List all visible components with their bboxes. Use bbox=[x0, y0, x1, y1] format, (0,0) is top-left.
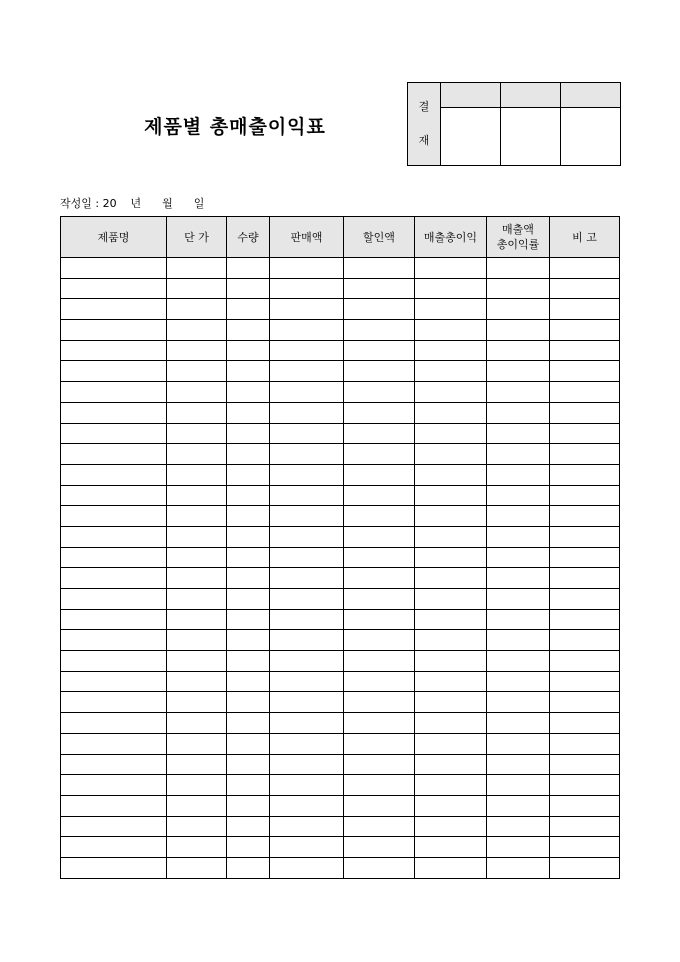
table-cell[interactable] bbox=[344, 299, 415, 320]
table-body bbox=[61, 258, 620, 879]
table-cell[interactable] bbox=[487, 485, 550, 506]
table-cell[interactable] bbox=[270, 589, 344, 610]
table-cell[interactable] bbox=[270, 795, 344, 816]
table-cell[interactable] bbox=[227, 568, 270, 589]
table-cell[interactable] bbox=[550, 733, 620, 754]
table-cell[interactable] bbox=[487, 278, 550, 299]
table-row bbox=[61, 837, 620, 858]
table-cell[interactable] bbox=[550, 630, 620, 651]
table-cell[interactable] bbox=[550, 423, 620, 444]
table-cell[interactable] bbox=[167, 754, 227, 775]
table-cell[interactable] bbox=[167, 733, 227, 754]
table-cell[interactable] bbox=[270, 671, 344, 692]
table-row bbox=[61, 382, 620, 403]
table-cell[interactable] bbox=[415, 506, 487, 527]
table-cell[interactable] bbox=[415, 444, 487, 465]
table-cell[interactable] bbox=[167, 589, 227, 610]
table-cell[interactable] bbox=[415, 754, 487, 775]
table-cell[interactable] bbox=[61, 692, 167, 713]
table-cell[interactable] bbox=[167, 382, 227, 403]
table-row bbox=[61, 671, 620, 692]
table-cell[interactable] bbox=[227, 692, 270, 713]
table-cell[interactable] bbox=[61, 464, 167, 485]
table-cell[interactable] bbox=[61, 382, 167, 403]
approval-sign-cell[interactable] bbox=[501, 108, 561, 166]
table-row bbox=[61, 423, 620, 444]
table-cell[interactable] bbox=[167, 506, 227, 527]
table-cell[interactable] bbox=[270, 299, 344, 320]
table-cell[interactable] bbox=[344, 402, 415, 423]
table-cell[interactable] bbox=[415, 651, 487, 672]
table-cell[interactable] bbox=[487, 775, 550, 796]
table-cell[interactable] bbox=[270, 630, 344, 651]
table-cell[interactable] bbox=[61, 754, 167, 775]
table-cell[interactable] bbox=[487, 692, 550, 713]
table-cell[interactable] bbox=[415, 713, 487, 734]
table-row bbox=[61, 795, 620, 816]
table-cell[interactable] bbox=[227, 837, 270, 858]
table-cell[interactable] bbox=[550, 402, 620, 423]
table-cell[interactable] bbox=[227, 258, 270, 279]
table-cell[interactable] bbox=[167, 713, 227, 734]
table-row bbox=[61, 857, 620, 878]
table-cell[interactable] bbox=[270, 320, 344, 341]
table-row bbox=[61, 278, 620, 299]
table-cell[interactable] bbox=[344, 775, 415, 796]
table-cell[interactable] bbox=[487, 795, 550, 816]
table-cell[interactable] bbox=[550, 547, 620, 568]
table-cell[interactable] bbox=[270, 857, 344, 878]
table-cell[interactable] bbox=[344, 444, 415, 465]
table-cell[interactable] bbox=[344, 795, 415, 816]
table-cell[interactable] bbox=[167, 340, 227, 361]
table-cell[interactable] bbox=[550, 464, 620, 485]
table-cell[interactable] bbox=[61, 651, 167, 672]
table-cell[interactable] bbox=[61, 278, 167, 299]
table-row bbox=[61, 361, 620, 382]
table-cell[interactable] bbox=[167, 547, 227, 568]
table-row bbox=[61, 340, 620, 361]
table-row bbox=[61, 464, 620, 485]
table-cell[interactable] bbox=[344, 485, 415, 506]
table-cell[interactable] bbox=[344, 692, 415, 713]
table-cell[interactable] bbox=[487, 816, 550, 837]
table-cell[interactable] bbox=[270, 651, 344, 672]
header-product-name: 제품명 bbox=[61, 217, 167, 258]
table-cell[interactable] bbox=[344, 837, 415, 858]
table-cell[interactable] bbox=[167, 299, 227, 320]
table-cell[interactable] bbox=[415, 733, 487, 754]
header-profit-rate: 매출액 총이익률 bbox=[487, 217, 550, 258]
table-cell[interactable] bbox=[415, 547, 487, 568]
table-cell[interactable] bbox=[487, 630, 550, 651]
table-cell[interactable] bbox=[415, 485, 487, 506]
table-cell[interactable] bbox=[487, 857, 550, 878]
table-cell[interactable] bbox=[227, 320, 270, 341]
table-cell[interactable] bbox=[487, 340, 550, 361]
table-cell[interactable] bbox=[487, 464, 550, 485]
table-cell[interactable] bbox=[487, 547, 550, 568]
table-cell[interactable] bbox=[270, 568, 344, 589]
table-cell[interactable] bbox=[227, 671, 270, 692]
table-cell[interactable] bbox=[415, 258, 487, 279]
approval-label-top: 결 bbox=[418, 100, 430, 113]
approval-box bbox=[407, 82, 621, 166]
table-cell[interactable] bbox=[167, 485, 227, 506]
table-cell[interactable] bbox=[344, 258, 415, 279]
approval-label bbox=[408, 83, 441, 166]
table-cell[interactable] bbox=[550, 692, 620, 713]
table-cell[interactable] bbox=[550, 651, 620, 672]
table-cell[interactable] bbox=[167, 258, 227, 279]
document-title: 제품별 총매출이익표 bbox=[144, 116, 326, 138]
table-cell[interactable] bbox=[487, 258, 550, 279]
table-cell[interactable] bbox=[227, 713, 270, 734]
table-row bbox=[61, 754, 620, 775]
table-cell[interactable] bbox=[415, 671, 487, 692]
table-cell[interactable] bbox=[550, 361, 620, 382]
table-cell[interactable] bbox=[61, 258, 167, 279]
table-cell[interactable] bbox=[270, 382, 344, 403]
header-sales-amount: 판매액 bbox=[270, 217, 344, 258]
table-row bbox=[61, 444, 620, 465]
table-cell[interactable] bbox=[487, 671, 550, 692]
table-cell[interactable] bbox=[270, 402, 344, 423]
table-cell[interactable] bbox=[167, 278, 227, 299]
table-cell[interactable] bbox=[487, 589, 550, 610]
table-cell[interactable] bbox=[487, 837, 550, 858]
table-cell[interactable] bbox=[550, 671, 620, 692]
table-cell[interactable] bbox=[227, 423, 270, 444]
approval-sign-cell[interactable] bbox=[441, 108, 501, 166]
table-cell[interactable] bbox=[61, 423, 167, 444]
table-row bbox=[61, 609, 620, 630]
table-cell[interactable] bbox=[227, 299, 270, 320]
table-cell[interactable] bbox=[61, 816, 167, 837]
table-cell[interactable] bbox=[61, 402, 167, 423]
table-cell[interactable] bbox=[550, 299, 620, 320]
table-cell[interactable] bbox=[487, 713, 550, 734]
table-cell[interactable] bbox=[550, 526, 620, 547]
approval-header-cell bbox=[501, 83, 561, 108]
table-cell[interactable] bbox=[61, 299, 167, 320]
table-cell[interactable] bbox=[487, 402, 550, 423]
table-cell[interactable] bbox=[270, 754, 344, 775]
table-cell[interactable] bbox=[270, 547, 344, 568]
table-row bbox=[61, 589, 620, 610]
table-cell[interactable] bbox=[167, 526, 227, 547]
table-cell[interactable] bbox=[550, 713, 620, 734]
table-cell[interactable] bbox=[270, 775, 344, 796]
header-gross-profit: 매출총이익 bbox=[415, 217, 487, 258]
table-cell[interactable] bbox=[227, 506, 270, 527]
table-cell[interactable] bbox=[227, 816, 270, 837]
table-cell[interactable] bbox=[344, 526, 415, 547]
table-cell[interactable] bbox=[167, 630, 227, 651]
table-cell[interactable] bbox=[415, 464, 487, 485]
table-cell[interactable] bbox=[344, 713, 415, 734]
table-cell[interactable] bbox=[550, 775, 620, 796]
table-cell[interactable] bbox=[550, 589, 620, 610]
table-cell[interactable] bbox=[550, 754, 620, 775]
table-cell[interactable] bbox=[487, 382, 550, 403]
table-row bbox=[61, 485, 620, 506]
table-cell[interactable] bbox=[227, 630, 270, 651]
table-cell[interactable] bbox=[227, 464, 270, 485]
table-cell[interactable] bbox=[415, 795, 487, 816]
table-cell[interactable] bbox=[415, 630, 487, 651]
table-cell[interactable] bbox=[415, 609, 487, 630]
table-row bbox=[61, 299, 620, 320]
table-cell[interactable] bbox=[550, 258, 620, 279]
table-row bbox=[61, 258, 620, 279]
table-cell[interactable] bbox=[227, 444, 270, 465]
table-cell[interactable] bbox=[61, 444, 167, 465]
table-cell[interactable] bbox=[344, 857, 415, 878]
table-cell[interactable] bbox=[344, 589, 415, 610]
table-cell[interactable] bbox=[167, 444, 227, 465]
table-cell[interactable] bbox=[344, 733, 415, 754]
table-cell[interactable] bbox=[487, 568, 550, 589]
table-cell[interactable] bbox=[167, 857, 227, 878]
table-cell[interactable] bbox=[227, 754, 270, 775]
table-row bbox=[61, 692, 620, 713]
table-row bbox=[61, 713, 620, 734]
table-cell[interactable] bbox=[344, 506, 415, 527]
header-unit-price: 단 가 bbox=[167, 217, 227, 258]
table-cell[interactable] bbox=[227, 382, 270, 403]
table-cell[interactable] bbox=[415, 299, 487, 320]
table-cell[interactable] bbox=[227, 526, 270, 547]
table-cell[interactable] bbox=[415, 857, 487, 878]
table-cell[interactable] bbox=[487, 733, 550, 754]
header-row bbox=[61, 217, 620, 258]
table-cell[interactable] bbox=[227, 609, 270, 630]
table-cell[interactable] bbox=[61, 340, 167, 361]
table-row bbox=[61, 630, 620, 651]
table-cell[interactable] bbox=[167, 651, 227, 672]
table-cell[interactable] bbox=[487, 361, 550, 382]
table-cell[interactable] bbox=[550, 857, 620, 878]
table-cell[interactable] bbox=[61, 361, 167, 382]
table-cell[interactable] bbox=[415, 837, 487, 858]
table-cell[interactable] bbox=[227, 402, 270, 423]
table-cell[interactable] bbox=[344, 340, 415, 361]
table-cell[interactable] bbox=[550, 609, 620, 630]
table-cell[interactable] bbox=[415, 589, 487, 610]
table-cell[interactable] bbox=[227, 651, 270, 672]
table-cell[interactable] bbox=[415, 692, 487, 713]
table-cell[interactable] bbox=[227, 795, 270, 816]
table-cell[interactable] bbox=[415, 320, 487, 341]
table-cell[interactable] bbox=[550, 278, 620, 299]
table-cell[interactable] bbox=[415, 526, 487, 547]
table-cell[interactable] bbox=[344, 382, 415, 403]
table-cell[interactable] bbox=[61, 795, 167, 816]
table-cell[interactable] bbox=[270, 733, 344, 754]
table-row bbox=[61, 651, 620, 672]
table-cell[interactable] bbox=[61, 589, 167, 610]
table-cell[interactable] bbox=[415, 568, 487, 589]
table-cell[interactable] bbox=[167, 609, 227, 630]
date-line: 작성일 : 20 년 월 일 bbox=[60, 197, 205, 210]
table-cell[interactable] bbox=[344, 651, 415, 672]
table-cell[interactable] bbox=[344, 547, 415, 568]
table-row bbox=[61, 775, 620, 796]
table-cell[interactable] bbox=[61, 609, 167, 630]
table-row bbox=[61, 816, 620, 837]
table-cell[interactable] bbox=[415, 361, 487, 382]
sales-table bbox=[60, 216, 620, 879]
table-cell[interactable] bbox=[344, 754, 415, 775]
table-cell[interactable] bbox=[344, 816, 415, 837]
table-cell[interactable] bbox=[227, 340, 270, 361]
table-cell[interactable] bbox=[167, 402, 227, 423]
header-remarks: 비 고 bbox=[550, 217, 620, 258]
table-cell[interactable] bbox=[415, 278, 487, 299]
table-cell[interactable] bbox=[344, 320, 415, 341]
table-cell[interactable] bbox=[61, 568, 167, 589]
table-cell[interactable] bbox=[167, 692, 227, 713]
table-cell[interactable] bbox=[61, 485, 167, 506]
table-cell[interactable] bbox=[61, 630, 167, 651]
table-cell[interactable] bbox=[487, 609, 550, 630]
table-cell[interactable] bbox=[167, 775, 227, 796]
table-cell[interactable] bbox=[227, 278, 270, 299]
table-cell[interactable] bbox=[167, 464, 227, 485]
table-cell[interactable] bbox=[550, 795, 620, 816]
table-cell[interactable] bbox=[344, 671, 415, 692]
table-cell[interactable] bbox=[167, 795, 227, 816]
table-cell[interactable] bbox=[550, 340, 620, 361]
table-cell[interactable] bbox=[167, 423, 227, 444]
header-quantity: 수량 bbox=[227, 217, 270, 258]
approval-header-cell bbox=[441, 83, 501, 108]
table-cell[interactable] bbox=[61, 857, 167, 878]
header-discount: 할인액 bbox=[344, 217, 415, 258]
table-cell[interactable] bbox=[61, 506, 167, 527]
table-cell[interactable] bbox=[344, 361, 415, 382]
table-cell[interactable] bbox=[344, 278, 415, 299]
table-cell[interactable] bbox=[227, 485, 270, 506]
table-cell[interactable] bbox=[270, 506, 344, 527]
table-cell[interactable] bbox=[227, 547, 270, 568]
table-cell[interactable] bbox=[167, 671, 227, 692]
table-cell[interactable] bbox=[227, 857, 270, 878]
table-cell[interactable] bbox=[487, 754, 550, 775]
table-cell[interactable] bbox=[415, 816, 487, 837]
table-row bbox=[61, 547, 620, 568]
table-cell[interactable] bbox=[167, 320, 227, 341]
table-cell[interactable] bbox=[550, 382, 620, 403]
approval-label-bottom: 재 bbox=[418, 134, 430, 147]
table-row bbox=[61, 733, 620, 754]
table-cell[interactable] bbox=[344, 464, 415, 485]
table-cell[interactable] bbox=[61, 547, 167, 568]
table-cell[interactable] bbox=[167, 361, 227, 382]
approval-sign-cell[interactable] bbox=[561, 108, 621, 166]
table-cell[interactable] bbox=[270, 444, 344, 465]
table-cell[interactable] bbox=[227, 733, 270, 754]
table-cell[interactable] bbox=[270, 837, 344, 858]
table-cell[interactable] bbox=[550, 506, 620, 527]
table-cell[interactable] bbox=[550, 444, 620, 465]
table-cell[interactable] bbox=[550, 816, 620, 837]
table-cell[interactable] bbox=[415, 775, 487, 796]
table-cell[interactable] bbox=[550, 485, 620, 506]
table-cell[interactable] bbox=[61, 733, 167, 754]
table-cell[interactable] bbox=[415, 340, 487, 361]
table-cell[interactable] bbox=[270, 464, 344, 485]
approval-header-cell bbox=[561, 83, 621, 108]
table-cell[interactable] bbox=[344, 630, 415, 651]
table-cell[interactable] bbox=[270, 816, 344, 837]
table-cell[interactable] bbox=[487, 444, 550, 465]
table-cell[interactable] bbox=[227, 589, 270, 610]
table-cell[interactable] bbox=[61, 713, 167, 734]
table-cell[interactable] bbox=[270, 278, 344, 299]
table-cell[interactable] bbox=[344, 568, 415, 589]
table-row bbox=[61, 506, 620, 527]
table-cell[interactable] bbox=[61, 526, 167, 547]
table-cell[interactable] bbox=[270, 361, 344, 382]
table-cell[interactable] bbox=[61, 837, 167, 858]
table-cell[interactable] bbox=[550, 320, 620, 341]
table-row bbox=[61, 568, 620, 589]
table-cell[interactable] bbox=[270, 258, 344, 279]
table-cell[interactable] bbox=[415, 382, 487, 403]
table-cell[interactable] bbox=[61, 320, 167, 341]
table-cell[interactable] bbox=[270, 423, 344, 444]
table-cell[interactable] bbox=[227, 361, 270, 382]
table-cell[interactable] bbox=[270, 692, 344, 713]
table-cell[interactable] bbox=[487, 506, 550, 527]
table-cell[interactable] bbox=[227, 775, 270, 796]
table-cell[interactable] bbox=[167, 568, 227, 589]
table-cell[interactable] bbox=[167, 816, 227, 837]
table-cell[interactable] bbox=[415, 402, 487, 423]
table-cell[interactable] bbox=[344, 609, 415, 630]
table-cell[interactable] bbox=[270, 485, 344, 506]
table-cell[interactable] bbox=[487, 299, 550, 320]
table-row bbox=[61, 320, 620, 341]
table-cell[interactable] bbox=[270, 526, 344, 547]
table-cell[interactable] bbox=[270, 713, 344, 734]
table-cell[interactable] bbox=[550, 568, 620, 589]
table-cell[interactable] bbox=[487, 423, 550, 444]
table-cell[interactable] bbox=[550, 837, 620, 858]
table-cell[interactable] bbox=[487, 651, 550, 672]
table-cell[interactable] bbox=[61, 775, 167, 796]
table-cell[interactable] bbox=[487, 320, 550, 341]
table-cell[interactable] bbox=[61, 671, 167, 692]
table-cell[interactable] bbox=[344, 423, 415, 444]
table-cell[interactable] bbox=[270, 340, 344, 361]
table-cell[interactable] bbox=[487, 526, 550, 547]
table-row bbox=[61, 402, 620, 423]
table-cell[interactable] bbox=[167, 837, 227, 858]
table-cell[interactable] bbox=[415, 423, 487, 444]
table-cell[interactable] bbox=[270, 609, 344, 630]
table-row bbox=[61, 526, 620, 547]
